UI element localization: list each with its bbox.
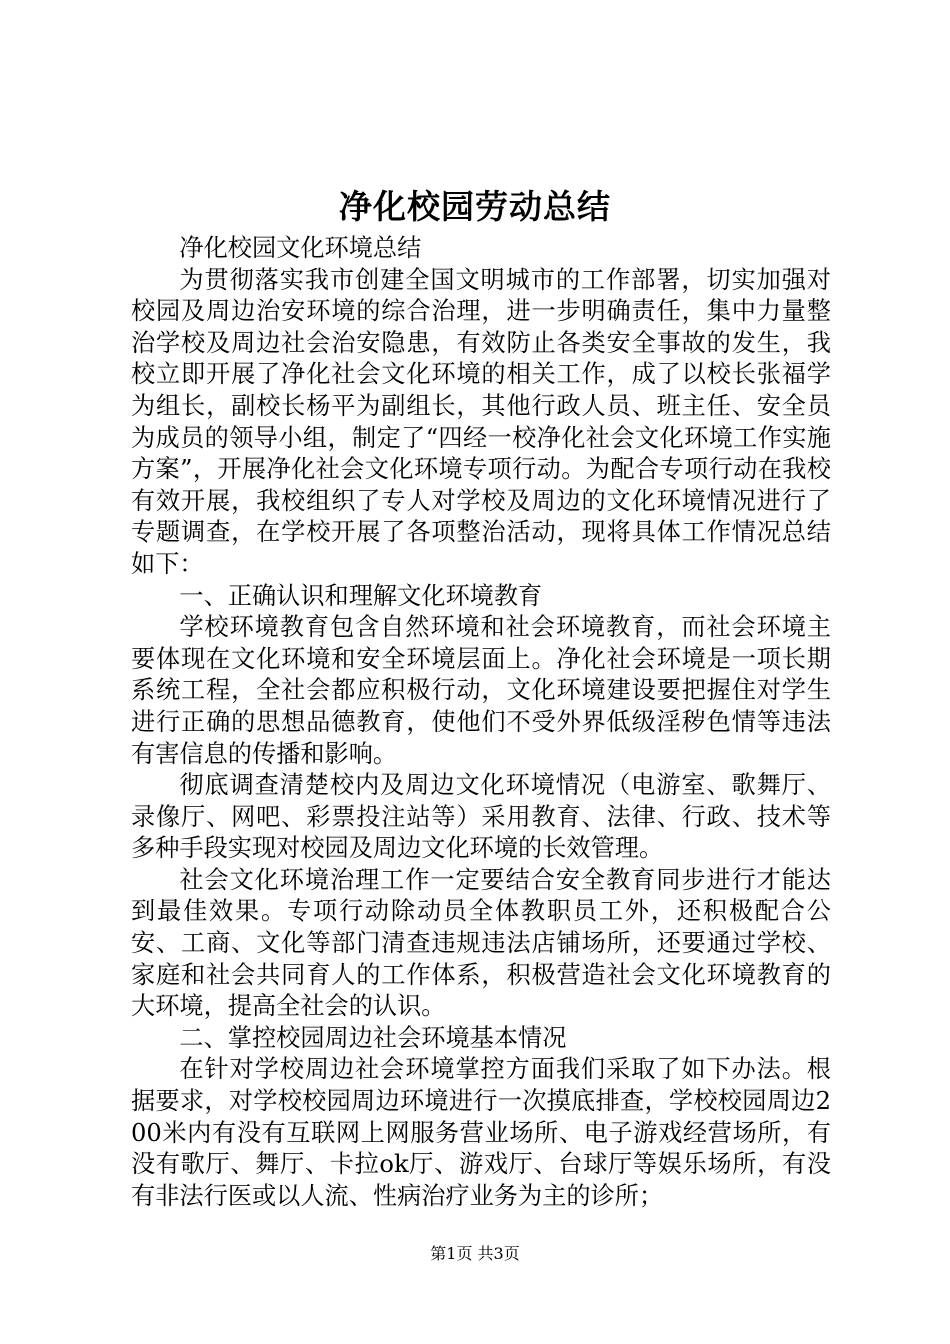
paragraph-subtitle: 净化校园文化环境总结: [179, 234, 422, 262]
paragraph: 在针对学校周边社会环境掌控方面我们采取了如下办法。根据要求，对学校校园周边环境进行一次摸底排查，学校校园周边200米内有没有互联网上网服务营业场所、电子游戏经营场所，有没有歌厅、舞厅、卡拉ok厅、游戏厅、台球厅等娱乐场所，有没有非法行医或以人流、性病治疗业务为主的诊所；: [131, 1055, 831, 1210]
paragraph: 彻底调查清楚校内及周边文化环境情况（电游室、歌舞厅、录像厅、网吧、彩票投注站等）采用教育、法律、行政、技术等多种手段实现对校园及周边文化环境的长效管理。: [131, 771, 831, 863]
section-heading-2: 二、掌控校园周边社会环境基本情况: [179, 1023, 567, 1052]
paragraph: 社会文化环境治理工作一定要结合安全教育同步进行才能达到最佳效果。专项行动除动员全体教职员工外，还积极配合公安、工商、文化等部门清查违规违法店铺场所，还要通过学校、家庭和社会共同育人的工作体系，积极营造社会文化环境教育的大环境，提高全社会的认识。: [131, 865, 831, 1021]
section-heading-1: 一、正确认识和理解文化环境教育: [179, 581, 543, 610]
paragraph-intro: 为贯彻落实我市创建全国文明城市的工作部署，切实加强对校园及周边治安环境的综合治理，进一步明确责任，集中力量整治学校及周边社会治安隐患，有效防止各类安全事故的发生，我校立即开展了净化社会文化环境的相关工作，成了以校长张福学为组长，副校长杨平为副组长，其他行政人员、班主任、安全员为成员的领导小组，制定了“四经一校净化社会文化环境工作实施方案”，开展净化社会文化环境专项行动。为配合专项行动在我校有效开展，我校组织了专人对学校及周边的文化环境情况进行了专题调查，在学校开展了各项整治活动，现将具体工作情况总结如下：: [131, 265, 831, 578]
document-title: 净化校园劳动总结: [339, 187, 611, 226]
page-number-footer: 第1页 共3页: [430, 1244, 520, 1263]
document-body: [131, 233, 831, 1212]
paragraph: 学校环境教育包含自然环境和社会环境教育，而社会环境主要体现在文化环境和安全环境层面上。净化社会环境是一项长期系统工程，全社会都应积极行动，文化环境建设要把握住对学生进行正确的思想品德教育，使他们不受外界低级淫秽色情等违法有害信息的传播和影响。: [131, 613, 831, 768]
